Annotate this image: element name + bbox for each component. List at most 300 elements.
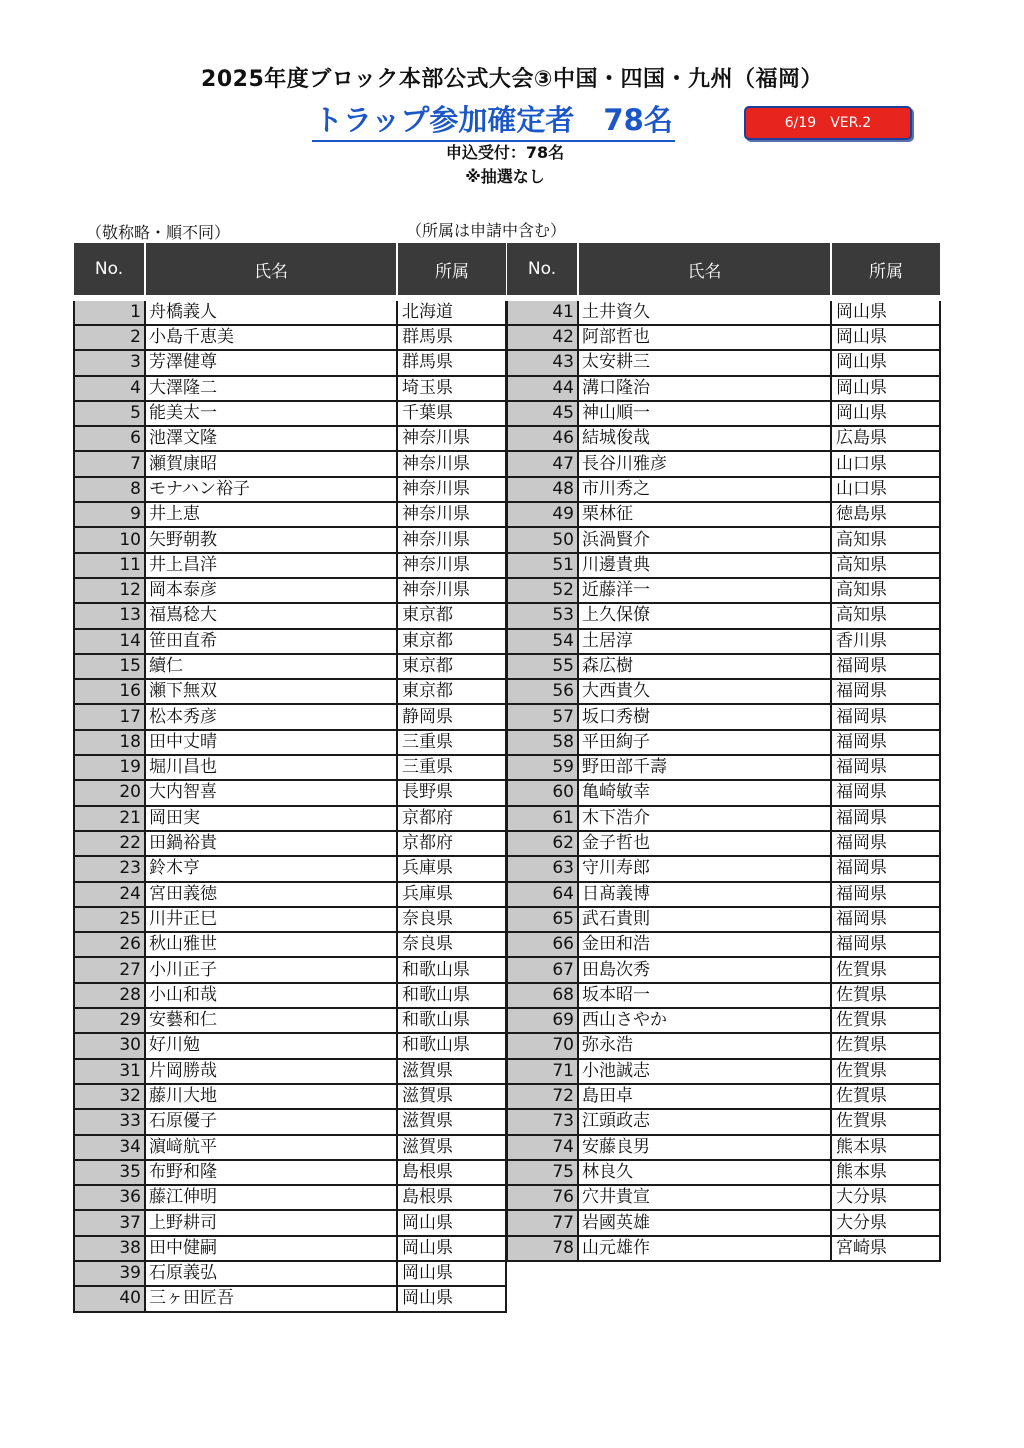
- participant-name: 金子哲也: [578, 831, 831, 856]
- lottery-note: ※抽選なし: [465, 167, 545, 186]
- column-header-name: 氏名: [145, 243, 397, 298]
- participant-name: 川井正巳: [145, 907, 397, 932]
- table-row: [507, 325, 940, 350]
- row-number: 7: [74, 451, 145, 476]
- table-row: [74, 325, 506, 350]
- participant-name: 池澤文隆: [145, 426, 397, 451]
- participant-affiliation: 和歌山県: [397, 1008, 506, 1033]
- row-number: 13: [74, 603, 145, 628]
- table-row: [507, 1185, 940, 1210]
- row-number: 49: [507, 502, 578, 527]
- table-row: [74, 882, 506, 907]
- row-number: 41: [507, 298, 578, 325]
- row-number: 18: [74, 730, 145, 755]
- table-row: [507, 907, 940, 932]
- row-number: 17: [74, 704, 145, 729]
- participant-affiliation: 高知県: [831, 603, 940, 628]
- participant-name: 島田卓: [578, 1084, 831, 1109]
- participant-name: 田中丈晴: [145, 730, 397, 755]
- participant-affiliation: 福岡県: [831, 907, 940, 932]
- participant-name: 岡本泰彦: [145, 578, 397, 603]
- participant-affiliation: 佐賀県: [831, 1084, 940, 1109]
- row-number: 60: [507, 780, 578, 805]
- participant-name: 笹田直希: [145, 629, 397, 654]
- row-number: 16: [74, 679, 145, 704]
- participant-affiliation: 京都府: [397, 806, 506, 831]
- row-number: 22: [74, 831, 145, 856]
- participant-name: 能美太一: [145, 401, 397, 426]
- participant-affiliation: 群馬県: [397, 350, 506, 375]
- table-row: [74, 1059, 506, 1084]
- table-row: [74, 578, 506, 603]
- row-number: 73: [507, 1109, 578, 1134]
- table-row: [74, 907, 506, 932]
- table-row: [74, 654, 506, 679]
- row-number: 55: [507, 654, 578, 679]
- participant-affiliation: 佐賀県: [831, 1109, 940, 1134]
- table-row: [507, 553, 940, 578]
- table-header-row: [507, 243, 940, 298]
- table-row: [74, 856, 506, 881]
- participant-name: 神山順一: [578, 401, 831, 426]
- table-row: [74, 1210, 506, 1235]
- participant-name: 三ヶ田匠吾: [145, 1286, 397, 1311]
- participant-affiliation: 兵庫県: [397, 882, 506, 907]
- participant-affiliation: 佐賀県: [831, 957, 940, 982]
- table-row: [74, 477, 506, 502]
- participant-affiliation: 滋賀県: [397, 1059, 506, 1084]
- participant-affiliation: 東京都: [397, 629, 506, 654]
- row-number: 64: [507, 882, 578, 907]
- table-row: [74, 1135, 506, 1160]
- participant-name: 片岡勝哉: [145, 1059, 397, 1084]
- row-number: 61: [507, 806, 578, 831]
- table-row: [74, 1236, 506, 1261]
- participant-affiliation: 大分県: [831, 1210, 940, 1235]
- participant-affiliation: 岡山県: [397, 1236, 506, 1261]
- row-number: 1: [74, 298, 145, 325]
- participant-name: 長谷川雅彦: [578, 451, 831, 476]
- participant-affiliation: 高知県: [831, 527, 940, 552]
- participant-name: 金田和浩: [578, 932, 831, 957]
- participant-affiliation: 岡山県: [831, 350, 940, 375]
- participant-name: 坂本昭一: [578, 983, 831, 1008]
- table-row: [507, 477, 940, 502]
- participant-name: 石原優子: [145, 1109, 397, 1134]
- row-number: 11: [74, 553, 145, 578]
- row-number: 53: [507, 603, 578, 628]
- participant-name: 阿部哲也: [578, 325, 831, 350]
- participant-name: 亀崎敏幸: [578, 780, 831, 805]
- participant-affiliation: 佐賀県: [831, 1059, 940, 1084]
- table-row: [74, 1261, 506, 1286]
- row-number: 56: [507, 679, 578, 704]
- participant-name: 武石貴則: [578, 907, 831, 932]
- participant-name: 坂口秀樹: [578, 704, 831, 729]
- participant-affiliation: 島根県: [397, 1160, 506, 1185]
- participant-affiliation: 神奈川県: [397, 451, 506, 476]
- participant-name: 大西貴久: [578, 679, 831, 704]
- row-number: 8: [74, 477, 145, 502]
- participant-name: モナハン裕子: [145, 477, 397, 502]
- row-number: 27: [74, 957, 145, 982]
- row-number: 29: [74, 1008, 145, 1033]
- participant-affiliation: 神奈川県: [397, 502, 506, 527]
- participant-name: 堀川昌也: [145, 755, 397, 780]
- participant-name: 川邊貴典: [578, 553, 831, 578]
- table-row: [507, 1033, 940, 1058]
- table-row: [74, 704, 506, 729]
- row-number: 28: [74, 983, 145, 1008]
- row-number: 19: [74, 755, 145, 780]
- received-count: 申込受付：78名: [445, 143, 565, 162]
- participant-affiliation: 宮崎県: [831, 1236, 940, 1261]
- row-number: 14: [74, 629, 145, 654]
- participant-name: 鈴木亨: [145, 856, 397, 881]
- table-row: [74, 730, 506, 755]
- participant-affiliation: 和歌山県: [397, 1033, 506, 1058]
- participant-affiliation: 北海道: [397, 298, 506, 325]
- participants-table-left: [73, 243, 507, 1313]
- table-row: [507, 780, 940, 805]
- participant-name: 西山さやか: [578, 1008, 831, 1033]
- participant-affiliation: 福岡県: [831, 780, 940, 805]
- table-row: [507, 451, 940, 476]
- row-number: 32: [74, 1084, 145, 1109]
- row-number: 42: [507, 325, 578, 350]
- row-number: 48: [507, 477, 578, 502]
- row-number: 9: [74, 502, 145, 527]
- participant-affiliation: 滋賀県: [397, 1109, 506, 1134]
- participant-name: 濵﨑航平: [145, 1135, 397, 1160]
- participant-affiliation: 滋賀県: [397, 1084, 506, 1109]
- participant-name: 安藤良男: [578, 1135, 831, 1160]
- participant-name: 瀬下無双: [145, 679, 397, 704]
- table-row: [507, 957, 940, 982]
- participant-affiliation: 奈良県: [397, 932, 506, 957]
- participant-affiliation: 山口県: [831, 477, 940, 502]
- table-row: [74, 1109, 506, 1134]
- participant-affiliation: 岡山県: [397, 1286, 506, 1311]
- row-number: 50: [507, 527, 578, 552]
- row-number: 31: [74, 1059, 145, 1084]
- participant-affiliation: 神奈川県: [397, 477, 506, 502]
- table-row: [74, 806, 506, 831]
- participant-name: 上久保僚: [578, 603, 831, 628]
- table-row: [74, 780, 506, 805]
- table-row: [507, 376, 940, 401]
- participant-affiliation: 兵庫県: [397, 856, 506, 881]
- table-row: [507, 679, 940, 704]
- table-row: [507, 1236, 940, 1261]
- row-number: 20: [74, 780, 145, 805]
- table-row: [507, 527, 940, 552]
- row-number: 10: [74, 527, 145, 552]
- table-row: [507, 755, 940, 780]
- participant-name: 舟橋義人: [145, 298, 397, 325]
- row-number: 59: [507, 755, 578, 780]
- table-row: [507, 806, 940, 831]
- participant-affiliation: 熊本県: [831, 1135, 940, 1160]
- row-number: 51: [507, 553, 578, 578]
- participant-name: 岡田実: [145, 806, 397, 831]
- participant-affiliation: 静岡県: [397, 704, 506, 729]
- table-row: [74, 376, 506, 401]
- participant-affiliation: 島根県: [397, 1185, 506, 1210]
- participant-name: 大澤隆二: [145, 376, 397, 401]
- participant-name: 石原義弘: [145, 1261, 397, 1286]
- table-row: [507, 350, 940, 375]
- participant-affiliation: 福岡県: [831, 831, 940, 856]
- subtitle-text: トラップ参加確定者 78名: [312, 98, 675, 142]
- participant-name: 上野耕司: [145, 1210, 397, 1235]
- row-number: 76: [507, 1185, 578, 1210]
- row-number: 4: [74, 376, 145, 401]
- row-number: 24: [74, 882, 145, 907]
- row-number: 34: [74, 1135, 145, 1160]
- participant-name: 平田絢子: [578, 730, 831, 755]
- table-row: [74, 527, 506, 552]
- participant-affiliation: 高知県: [831, 578, 940, 603]
- row-number: 54: [507, 629, 578, 654]
- table-row: [507, 882, 940, 907]
- row-number: 68: [507, 983, 578, 1008]
- table-row: [74, 1033, 506, 1058]
- table-row: [507, 704, 940, 729]
- row-number: 15: [74, 654, 145, 679]
- table-row: [507, 1084, 940, 1109]
- row-number: 78: [507, 1236, 578, 1261]
- version-badge: 6/19 VER.2: [744, 106, 912, 140]
- participant-affiliation: 福岡県: [831, 856, 940, 881]
- row-number: 30: [74, 1033, 145, 1058]
- participant-affiliation: 千葉県: [397, 401, 506, 426]
- table-row: [507, 1109, 940, 1134]
- participant-name: 福嶌稔大: [145, 603, 397, 628]
- participant-affiliation: 徳島県: [831, 502, 940, 527]
- participants-table-right: [506, 243, 941, 1262]
- table-row: [74, 957, 506, 982]
- table-header-row: [74, 243, 506, 298]
- participant-name: 安藝和仁: [145, 1008, 397, 1033]
- participant-name: 矢野朝教: [145, 527, 397, 552]
- participant-affiliation: 群馬県: [397, 325, 506, 350]
- table-row: [74, 679, 506, 704]
- participant-name: 布野和隆: [145, 1160, 397, 1185]
- participant-affiliation: 福岡県: [831, 704, 940, 729]
- participant-name: 小島千恵美: [145, 325, 397, 350]
- row-number: 25: [74, 907, 145, 932]
- participant-name: 浜渦賢介: [578, 527, 831, 552]
- table-row: [74, 426, 506, 451]
- row-number: 36: [74, 1185, 145, 1210]
- row-number: 45: [507, 401, 578, 426]
- participant-affiliation: 山口県: [831, 451, 940, 476]
- participant-affiliation: 佐賀県: [831, 983, 940, 1008]
- row-number: 65: [507, 907, 578, 932]
- participant-affiliation: 岡山県: [831, 376, 940, 401]
- participant-affiliation: 福岡県: [831, 882, 940, 907]
- row-number: 77: [507, 1210, 578, 1235]
- participant-name: 栗林征: [578, 502, 831, 527]
- participant-name: 田中健嗣: [145, 1236, 397, 1261]
- participant-affiliation: 三重県: [397, 730, 506, 755]
- participant-name: 田鍋裕貴: [145, 831, 397, 856]
- row-number: 46: [507, 426, 578, 451]
- row-number: 40: [74, 1286, 145, 1311]
- participant-name: 藤江伸明: [145, 1185, 397, 1210]
- page-title: 2025年度ブロック本部公式大会③中国・四国・九州（福岡）: [201, 67, 823, 92]
- table-row: [507, 502, 940, 527]
- table-row: [507, 1160, 940, 1185]
- row-number: 35: [74, 1160, 145, 1185]
- table-row: [507, 654, 940, 679]
- participant-affiliation: 福岡県: [831, 679, 940, 704]
- table-row: [507, 298, 940, 325]
- column-header-no: No.: [507, 243, 578, 298]
- participant-name: 山元雄作: [578, 1236, 831, 1261]
- participant-affiliation: 奈良県: [397, 907, 506, 932]
- table-row: [74, 502, 506, 527]
- participant-name: 小川正子: [145, 957, 397, 982]
- row-number: 33: [74, 1109, 145, 1134]
- participant-name: 太安耕三: [578, 350, 831, 375]
- participant-affiliation: 和歌山県: [397, 957, 506, 982]
- participant-name: 井上恵: [145, 502, 397, 527]
- row-number: 43: [507, 350, 578, 375]
- participant-affiliation: 滋賀県: [397, 1135, 506, 1160]
- column-header-name: 氏名: [578, 243, 831, 298]
- participant-name: 近藤洋一: [578, 578, 831, 603]
- participant-affiliation: 神奈川県: [397, 527, 506, 552]
- participant-name: 野田部千壽: [578, 755, 831, 780]
- participant-affiliation: 福岡県: [831, 932, 940, 957]
- row-number: 39: [74, 1261, 145, 1286]
- participant-name: 土井資久: [578, 298, 831, 325]
- table-row: [74, 932, 506, 957]
- column-header-affiliation: 所属: [397, 243, 506, 298]
- row-number: 44: [507, 376, 578, 401]
- table-row: [74, 298, 506, 325]
- page-subtitle: [312, 98, 712, 142]
- participant-affiliation: 福岡県: [831, 806, 940, 831]
- participant-affiliation: 京都府: [397, 831, 506, 856]
- participant-name: 穴井貴宣: [578, 1185, 831, 1210]
- participant-affiliation: 佐賀県: [831, 1008, 940, 1033]
- participant-name: 小山和哉: [145, 983, 397, 1008]
- participant-affiliation: 岡山県: [397, 1261, 506, 1286]
- participant-name: 溝口隆治: [578, 376, 831, 401]
- row-number: 74: [507, 1135, 578, 1160]
- table-row: [507, 1008, 940, 1033]
- participant-name: 秋山雅世: [145, 932, 397, 957]
- participant-name: 田島次秀: [578, 957, 831, 982]
- participant-affiliation: 大分県: [831, 1185, 940, 1210]
- table-row: [74, 350, 506, 375]
- participant-name: 小池誠志: [578, 1059, 831, 1084]
- table-row: [507, 629, 940, 654]
- participant-affiliation: 福岡県: [831, 730, 940, 755]
- column-header-no: No.: [74, 243, 145, 298]
- row-number: 2: [74, 325, 145, 350]
- table-row: [74, 1286, 506, 1311]
- participant-name: 守川寿郎: [578, 856, 831, 881]
- table-row: [507, 831, 940, 856]
- participant-name: 市川秀之: [578, 477, 831, 502]
- row-number: 70: [507, 1033, 578, 1058]
- participant-affiliation: 東京都: [397, 679, 506, 704]
- row-number: 6: [74, 426, 145, 451]
- table-row: [507, 603, 940, 628]
- participant-affiliation: 福岡県: [831, 755, 940, 780]
- row-number: 5: [74, 401, 145, 426]
- table-row: [74, 1008, 506, 1033]
- participant-affiliation: 和歌山県: [397, 983, 506, 1008]
- table-row: [74, 1160, 506, 1185]
- column-header-affiliation: 所属: [831, 243, 940, 298]
- table-row: [74, 1185, 506, 1210]
- affiliation-note: （所属は申請中含む）: [406, 221, 567, 240]
- participant-affiliation: 神奈川県: [397, 553, 506, 578]
- participant-name: 松本秀彦: [145, 704, 397, 729]
- participant-affiliation: 佐賀県: [831, 1033, 940, 1058]
- participant-name: 藤川大地: [145, 1084, 397, 1109]
- participant-name: 芳澤健尊: [145, 350, 397, 375]
- row-number: 21: [74, 806, 145, 831]
- table-row: [507, 1135, 940, 1160]
- row-number: 3: [74, 350, 145, 375]
- table-row: [74, 629, 506, 654]
- row-number: 23: [74, 856, 145, 881]
- row-number: 58: [507, 730, 578, 755]
- participant-affiliation: 長野県: [397, 780, 506, 805]
- participant-name: 好川勉: [145, 1033, 397, 1058]
- participant-affiliation: 岡山県: [831, 325, 940, 350]
- table-row: [74, 755, 506, 780]
- table-row: [507, 856, 940, 881]
- table-row: [507, 1210, 940, 1235]
- table-row: [507, 426, 940, 451]
- row-number: 47: [507, 451, 578, 476]
- table-row: [74, 553, 506, 578]
- participant-affiliation: 岡山県: [831, 401, 940, 426]
- table-row: [507, 932, 940, 957]
- participant-affiliation: 神奈川県: [397, 426, 506, 451]
- participant-name: 岩國英雄: [578, 1210, 831, 1235]
- participant-affiliation: 岡山県: [831, 298, 940, 325]
- row-number: 72: [507, 1084, 578, 1109]
- row-number: 38: [74, 1236, 145, 1261]
- participant-name: 木下浩介: [578, 806, 831, 831]
- row-number: 71: [507, 1059, 578, 1084]
- table-row: [74, 831, 506, 856]
- row-number: 66: [507, 932, 578, 957]
- participant-affiliation: 福岡県: [831, 654, 940, 679]
- row-number: 67: [507, 957, 578, 982]
- table-row: [507, 1059, 940, 1084]
- row-number: 52: [507, 578, 578, 603]
- participant-affiliation: 岡山県: [397, 1210, 506, 1235]
- table-row: [507, 730, 940, 755]
- table-row: [507, 983, 940, 1008]
- row-number: 26: [74, 932, 145, 957]
- participant-name: 江頭政志: [578, 1109, 831, 1134]
- row-number: 12: [74, 578, 145, 603]
- participant-affiliation: 香川県: [831, 629, 940, 654]
- participant-name: 井上昌洋: [145, 553, 397, 578]
- row-number: 63: [507, 856, 578, 881]
- row-number: 62: [507, 831, 578, 856]
